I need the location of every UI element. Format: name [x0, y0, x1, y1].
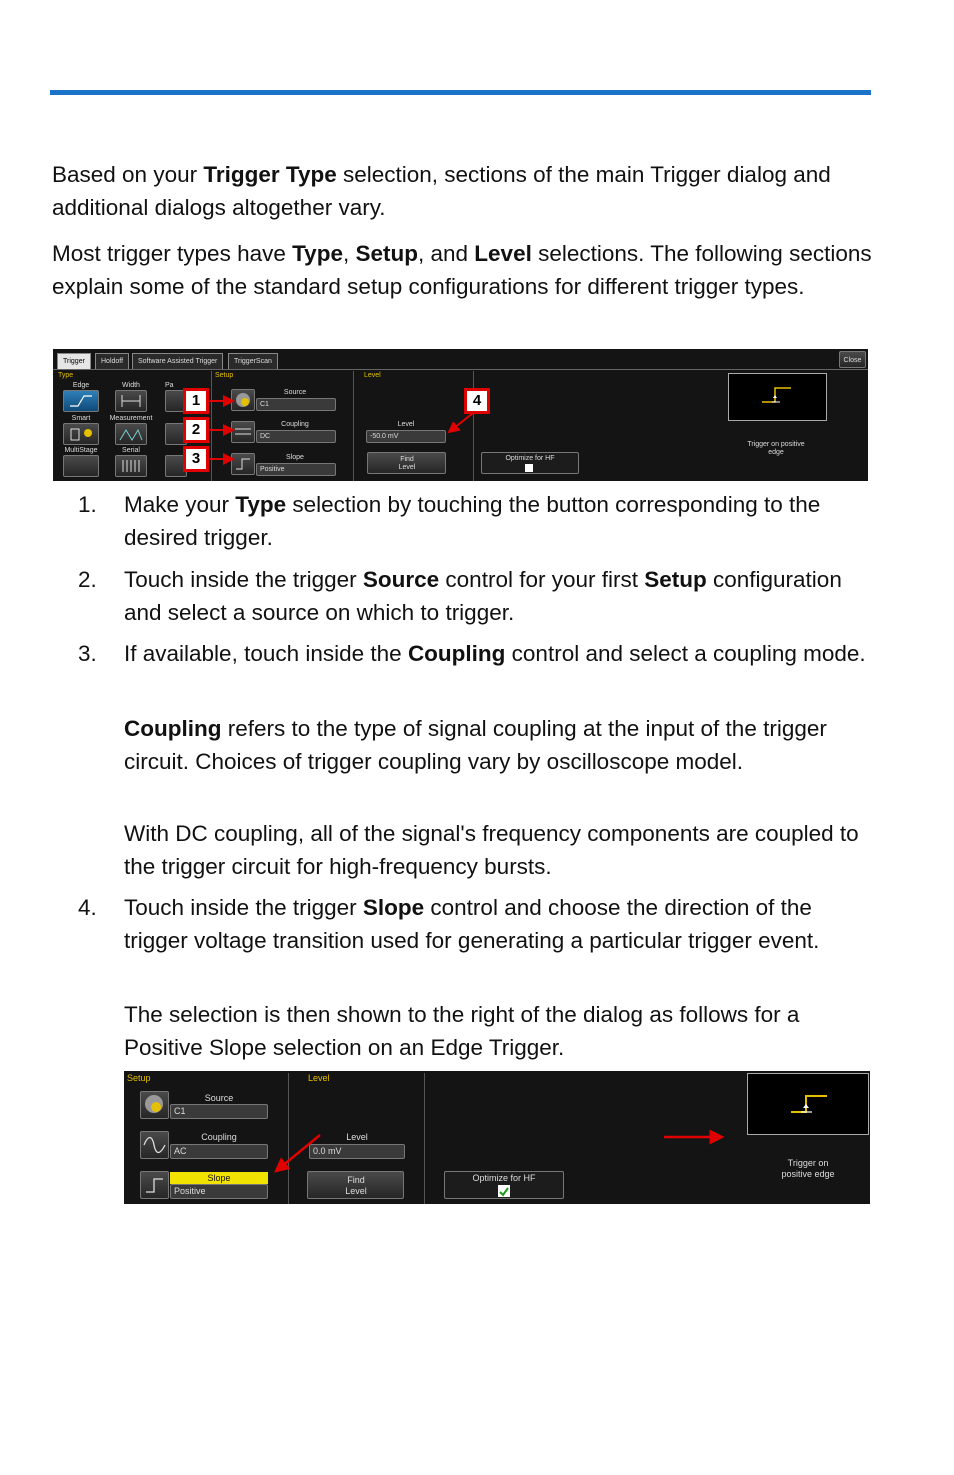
bold-term: Source	[362, 567, 440, 592]
step-number: 1.	[78, 492, 97, 517]
callout-3: 3	[183, 446, 209, 472]
trigger-description: Trigger on positive edge	[747, 441, 805, 456]
step-note	[124, 999, 869, 1064]
bold-term: Trigger Type	[203, 162, 337, 187]
callout-arrows	[124, 1071, 870, 1204]
bold-term: Coupling	[407, 641, 506, 666]
text-run: selections. The following sections explain some of the standard setup configurations for different trigger types.	[52, 241, 872, 299]
close-label: Close	[843, 357, 862, 364]
type-label-width: Width	[122, 382, 140, 389]
trigger-description: Trigger on positive edge	[781, 1158, 835, 1179]
text-run: Make your	[124, 492, 236, 517]
bold-term: Type	[235, 492, 287, 517]
step-number: 4.	[78, 895, 97, 920]
text-run: , and	[418, 241, 475, 266]
source-field[interactable]: C1	[170, 1104, 268, 1119]
tab-holdoff[interactable]: Holdoff	[95, 353, 129, 369]
setup-dialog-screenshot	[124, 1071, 870, 1204]
source-label: Source	[283, 389, 307, 396]
text-run: With DC coupling, all of the signal's frequency components are coupled to the trigger circuit for high-frequency bursts.	[124, 821, 859, 879]
step-text	[124, 892, 869, 957]
bold-term: Level	[474, 241, 532, 266]
level-section-title: Level	[364, 372, 381, 379]
trigger-dialog-screenshot	[53, 349, 868, 481]
optimize-hf-label: Optimize for HF	[472, 1173, 536, 1183]
text-run: refers to the type of signal coupling at the input of the trigger circuit. Choices of trigger coupling vary by oscilloscope model.	[124, 716, 827, 774]
text-run: selection by touching the button corresponding to the desired trigger.	[124, 492, 821, 550]
level-label: Level	[346, 1132, 368, 1142]
callout-4: 4	[464, 388, 490, 414]
text-run: selection, sections of the main Trigger dialog and additional dialogs altogether vary.	[52, 162, 831, 220]
level-field[interactable]: 0.0 mV	[309, 1144, 405, 1159]
callout-arrows	[53, 349, 868, 481]
text-run: Touch inside the trigger	[124, 895, 363, 920]
step-text	[124, 489, 869, 554]
optimize-hf-label: Optimize for HF	[505, 455, 555, 462]
coupling-field[interactable]: DC	[256, 430, 336, 443]
bold-term: Setup	[644, 567, 707, 592]
step-note	[124, 818, 869, 883]
text-run: control and select a coupling mode.	[505, 641, 866, 666]
text-run: control and choose the direction of the trigger voltage transition used for generating a particular trigger event.	[124, 895, 820, 953]
tab-software-assisted-trigger[interactable]: Software Assisted Trigger	[132, 353, 223, 369]
text-run: Based on your	[52, 162, 204, 187]
bold-term: Setup	[355, 241, 418, 266]
tab-trigger[interactable]: Trigger	[57, 353, 91, 369]
coupling-field[interactable]: AC	[170, 1144, 268, 1159]
intro-paragraph-1	[52, 159, 872, 224]
step-number: 2.	[78, 567, 97, 592]
coupling-label: Coupling	[281, 421, 309, 428]
step-number: 3.	[78, 641, 97, 666]
setup-section-title: Setup	[127, 1073, 151, 1083]
slope-field[interactable]: Positive	[256, 463, 336, 476]
source-label: Source	[204, 1093, 234, 1103]
find-level-label: Find Level	[345, 1175, 367, 1196]
tab-triggerscan[interactable]: TriggerScan	[228, 353, 278, 369]
slope-label: Slope	[286, 454, 304, 461]
bold-term: Slope	[362, 895, 425, 920]
slope-field[interactable]: Positive	[170, 1184, 268, 1199]
header-rule	[50, 90, 871, 95]
step-text	[124, 638, 869, 671]
type-section-title: Type	[58, 372, 74, 379]
intro-paragraph-2	[52, 238, 872, 303]
type-label-smart: Smart	[71, 415, 91, 422]
text-run: Touch inside the trigger	[124, 567, 363, 592]
type-label-edge: Edge	[72, 382, 90, 389]
type-label-measurement: Measurement	[109, 415, 153, 422]
find-level-label: Find Level	[398, 456, 416, 471]
text-run: Most trigger types have	[52, 241, 293, 266]
setup-section-title: Setup	[215, 372, 234, 379]
text-run: ,	[342, 241, 356, 266]
step-note	[124, 713, 869, 778]
level-label: Level	[397, 421, 415, 428]
text-run: control for your first	[439, 567, 645, 592]
text-run: configuration and select a source on which to trigger.	[124, 567, 842, 625]
coupling-label: Coupling	[201, 1132, 237, 1142]
type-label-pattern: Pa	[165, 382, 174, 389]
type-label-serial: Serial	[122, 447, 140, 454]
text-run: If available, touch inside the	[124, 641, 408, 666]
slope-label: Slope	[170, 1172, 268, 1184]
text-run: The selection is then shown to the right of the dialog as follows for a Positive Slope selection on an Edge Trigger.	[124, 1002, 800, 1060]
type-label-multistage: MultiStage	[64, 447, 98, 454]
callout-1: 1	[183, 388, 209, 414]
source-field[interactable]: C1	[256, 398, 336, 411]
bold-term: Type	[292, 241, 343, 266]
level-field[interactable]: -50.0 mV	[366, 430, 446, 443]
callout-2: 2	[183, 417, 209, 443]
step-text	[124, 564, 869, 629]
bold-term: Coupling	[124, 716, 222, 741]
level-section-title: Level	[308, 1073, 330, 1083]
